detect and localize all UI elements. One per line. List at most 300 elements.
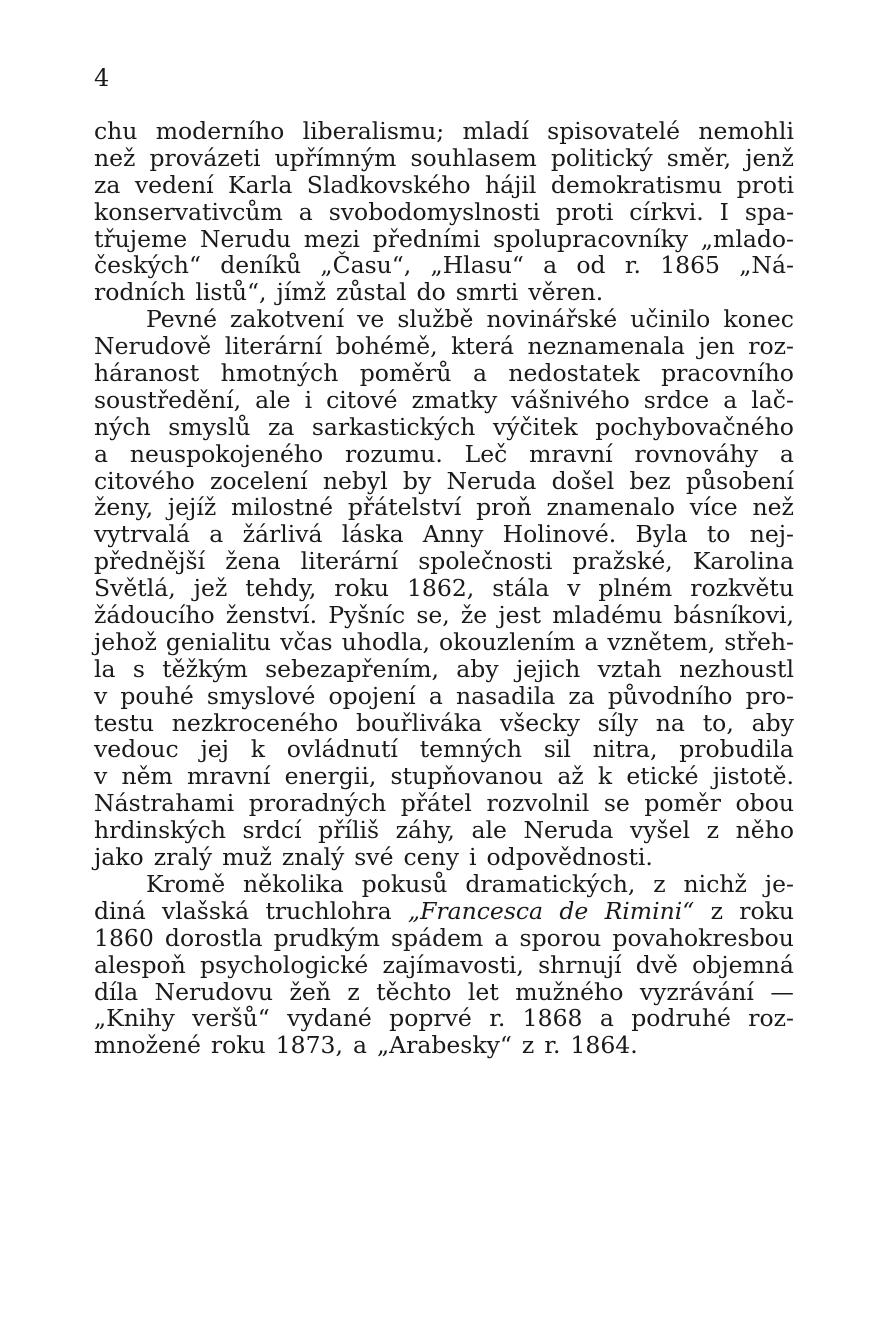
word: zajímavosti, [382, 950, 524, 979]
word: Nerudovu [154, 977, 273, 1006]
word: truchlohra [265, 896, 392, 925]
word: předními [372, 224, 481, 253]
word: proradných [248, 789, 387, 818]
word: stupňovanou [390, 762, 544, 791]
word: povahokresbou [612, 923, 794, 952]
text-line [94, 145, 794, 172]
word: „mlado- [700, 224, 794, 253]
word: roku [334, 574, 390, 603]
word: společnosti [418, 547, 553, 576]
text-line [94, 226, 794, 253]
text-line [94, 252, 794, 279]
word: přednější [94, 547, 206, 576]
word: přátel [400, 789, 472, 818]
word: od [576, 251, 606, 280]
word: nedostatek [508, 359, 640, 388]
word: moderního [155, 117, 285, 145]
word: než [94, 143, 136, 172]
word: probudila [679, 735, 794, 764]
word: i [304, 385, 313, 414]
word: opojení [328, 681, 416, 710]
word: z [710, 896, 723, 925]
word: liberalismu; [302, 117, 445, 145]
word: jistotě. [712, 762, 794, 791]
word: roz- [748, 1004, 794, 1033]
word: službě [397, 305, 474, 334]
word: a [494, 923, 509, 952]
word: listů“, [195, 278, 267, 307]
word: 1864. [570, 1031, 638, 1060]
word: plném [598, 574, 673, 603]
word: něm [121, 762, 173, 791]
word: let [467, 977, 499, 1006]
word: vášnivého [511, 385, 630, 414]
word: spádem [390, 923, 484, 952]
text-line [94, 521, 794, 548]
word: z [706, 816, 720, 845]
word: deníků [220, 251, 302, 280]
word: výčitek [492, 412, 578, 441]
word: smyslů [168, 412, 251, 441]
word: vydané [287, 1004, 372, 1033]
word: rovnováhy [634, 439, 759, 468]
word: jenž [745, 143, 794, 172]
word: la [94, 654, 116, 683]
word: je- [764, 869, 794, 898]
word: nichž [683, 869, 747, 898]
text-line [94, 979, 794, 1006]
word: pouhé [120, 681, 194, 710]
word: že [460, 601, 488, 630]
word: 1865 [660, 251, 721, 280]
word: působení [686, 466, 794, 495]
word: by [402, 466, 432, 495]
word: českých“ [94, 251, 201, 280]
word: ceny [403, 843, 459, 872]
word: proti [736, 170, 794, 199]
word: a [94, 439, 109, 468]
word: — [770, 977, 794, 1006]
word: sporou [519, 923, 602, 952]
word: Pevné [146, 305, 217, 334]
word: proň [476, 493, 532, 522]
word: a [584, 627, 599, 656]
word: smrti [455, 278, 519, 307]
word: muž [222, 843, 272, 872]
word: v [94, 762, 108, 791]
word: vznětem, [607, 627, 716, 656]
word: de [559, 896, 589, 925]
word: Byla [635, 520, 688, 549]
word: znalý [281, 843, 345, 872]
word: včas [280, 627, 333, 656]
word: roz- [748, 332, 794, 361]
word: 1860 [94, 923, 154, 952]
word: politický [550, 143, 653, 172]
word: pražské, [572, 547, 673, 576]
word: zmatky [411, 385, 498, 414]
word: zralý [153, 843, 213, 872]
text-line [94, 494, 794, 521]
word: s [132, 654, 145, 683]
word: k [250, 735, 265, 764]
word: znamenalo [546, 493, 675, 522]
word: a [779, 439, 794, 468]
word: souhlasem [410, 143, 537, 172]
text-line [94, 763, 794, 790]
word: zakotvení [230, 305, 345, 334]
word: jen [698, 332, 735, 361]
word: I [719, 197, 729, 226]
body-text [94, 118, 794, 1059]
text-line [94, 710, 794, 737]
word: na [655, 708, 685, 737]
word: ovládnutí [286, 735, 398, 764]
word: energii, [284, 762, 377, 791]
text-line [94, 306, 794, 333]
word: z [347, 977, 360, 1006]
word: jejich [515, 654, 581, 683]
word: odpovědnosti. [486, 843, 653, 872]
text-line [94, 199, 794, 226]
word: množené [94, 1031, 201, 1060]
word: nezhoustl [679, 654, 794, 683]
word: vyzrávání [639, 977, 754, 1006]
word: a [209, 520, 224, 549]
word: jest [498, 601, 542, 630]
word: díla [94, 977, 139, 1006]
word: svobodomyslnosti [328, 197, 541, 226]
word: Rimini“ [604, 896, 695, 925]
text-line [94, 575, 794, 602]
word: věren. [528, 278, 604, 307]
word: církvi. [629, 197, 704, 226]
word: Leč [464, 439, 508, 468]
word: těchto [376, 977, 452, 1006]
word: mezi [303, 224, 360, 253]
word: to, [702, 708, 734, 737]
word: více [689, 493, 738, 522]
word: sarkastických [311, 412, 476, 441]
word: vedouc [94, 735, 179, 764]
word: Neruda [523, 816, 614, 845]
word: to [706, 520, 731, 549]
word: se [603, 789, 630, 818]
word: nebyl [322, 466, 388, 495]
word: poměr [644, 789, 721, 818]
text-line [94, 898, 794, 925]
word: jež [193, 574, 228, 603]
word: prudkým [273, 923, 380, 952]
word: bohémě, [335, 332, 438, 361]
word: citového [94, 466, 195, 495]
word: žena [225, 547, 281, 576]
word: sebezapřením, [265, 654, 439, 683]
word: hmotných [220, 359, 339, 388]
word: r. [489, 1004, 506, 1033]
word: neuspokojeného [129, 439, 324, 468]
word: jehož [94, 627, 157, 656]
word: ženství. [225, 601, 318, 630]
word: pro- [745, 681, 794, 710]
word: z [521, 1031, 535, 1060]
word: záhy, [395, 816, 455, 845]
word: rozumu. [345, 439, 443, 468]
text-line [94, 279, 794, 306]
word: která [451, 332, 514, 361]
word: z [653, 869, 666, 898]
word: dramatických, [465, 869, 636, 898]
word: „Arabesky“ [376, 1031, 512, 1060]
text-line [94, 629, 794, 656]
text-line [94, 683, 794, 710]
word: původního [607, 681, 733, 710]
word: jej [200, 735, 229, 764]
word: láska [341, 520, 404, 549]
word: několika [243, 869, 344, 898]
word: chu [94, 117, 138, 145]
word: pokusů [361, 869, 448, 898]
text-line [94, 441, 794, 468]
word: diná [94, 896, 146, 925]
word: etické [626, 762, 699, 791]
word: vlašská [162, 896, 250, 925]
text-line [94, 1032, 794, 1059]
word: jako [94, 843, 144, 872]
word: citové [326, 385, 398, 414]
word: Karla [228, 170, 293, 199]
word: básníkovi, [673, 601, 794, 630]
word: spa- [744, 197, 794, 226]
word: uhodla, [341, 627, 431, 656]
word: ale [255, 385, 291, 414]
text-line [94, 414, 794, 441]
word: a [599, 1004, 614, 1033]
word: poměrů [359, 359, 452, 388]
word: Nástrahami [94, 789, 235, 818]
text-line [94, 333, 794, 360]
word: než [752, 493, 794, 522]
word: Kromě [146, 869, 226, 898]
word: ve [357, 305, 385, 334]
word: r. [544, 1031, 561, 1060]
word: veršů“ [192, 1004, 270, 1033]
word: rozkvětu [690, 574, 794, 603]
word: „Času“, [320, 251, 412, 280]
word: žádoucího [94, 601, 215, 630]
word: v [567, 574, 581, 603]
word: zůstal [336, 278, 407, 307]
word: testu [94, 708, 154, 737]
word: obou [735, 789, 794, 818]
word: tehdy, [245, 574, 317, 603]
word: spisovatelé [547, 117, 681, 145]
word: došel [551, 466, 615, 495]
word: rodních [94, 278, 186, 307]
word: poprvé [389, 1004, 472, 1033]
word: síly [597, 708, 639, 737]
word: za [268, 412, 295, 441]
word: třujeme [94, 224, 188, 253]
word: nemohli [698, 117, 794, 145]
word: pochybovačného [595, 412, 794, 441]
word: psychologické [199, 950, 369, 979]
word: „Ná- [739, 251, 794, 280]
word: a [723, 385, 738, 414]
word: alespoň [94, 950, 186, 979]
word: dvě [635, 950, 678, 979]
word: háranost [94, 359, 200, 388]
word: 1873, [275, 1031, 343, 1060]
word: jímž [276, 278, 326, 307]
word: mužného [515, 977, 624, 1006]
word: směr, [666, 143, 732, 172]
word: Neruda [446, 466, 537, 495]
text-line [94, 1005, 794, 1032]
word: literární [300, 547, 399, 576]
word: i [468, 843, 477, 872]
word: se, [416, 601, 450, 630]
word: vyšel [630, 816, 691, 845]
word: vedení [134, 170, 214, 199]
word: mladí [462, 117, 529, 145]
word: nasadila [455, 681, 556, 710]
text-line [94, 790, 794, 817]
word: sil [543, 735, 571, 764]
word: ale [471, 816, 507, 845]
word: pracovního [661, 359, 794, 388]
text-line [94, 844, 794, 871]
text-line [94, 817, 794, 844]
word: neznamenala [527, 332, 685, 361]
text-line [94, 925, 794, 952]
word: své [354, 843, 394, 872]
word: srdce [643, 385, 710, 414]
word: okouzlením [439, 627, 576, 656]
text-line [94, 952, 794, 979]
word: těžkým [162, 654, 248, 683]
word: do [416, 278, 446, 307]
word: konservativcům [94, 197, 283, 226]
word: bez [629, 466, 671, 495]
word: vztah [597, 654, 662, 683]
word: aby [751, 708, 794, 737]
word: roku [739, 896, 794, 925]
word: Světlá, [94, 574, 176, 603]
word: Holinové. [502, 520, 617, 549]
word: a [298, 197, 313, 226]
word: „Francesca [407, 896, 544, 925]
word: něho [735, 816, 794, 845]
text-line [94, 360, 794, 387]
text-line [94, 871, 794, 898]
word: Nerudu [199, 224, 292, 253]
word: a [472, 359, 487, 388]
word: „Knihy [94, 1004, 175, 1033]
word: novinářské [486, 305, 618, 334]
word: provázeti [149, 143, 261, 172]
word: Anny [422, 520, 484, 549]
word: jejíž [167, 493, 217, 522]
word: spolupracovníky [493, 224, 689, 253]
word: soustředění, [94, 385, 242, 414]
word: nitra, [592, 735, 658, 764]
word: mravní [529, 439, 613, 468]
word: hájil [484, 170, 537, 199]
word: zocelení [209, 466, 308, 495]
text-line [94, 468, 794, 495]
word: Nerudově [94, 332, 212, 361]
text-line [94, 602, 794, 629]
word: „Hlasu“ [430, 251, 524, 280]
word: bouřliváka [356, 708, 483, 737]
text-line [94, 172, 794, 199]
word: literární [224, 332, 323, 361]
word: a [543, 251, 558, 280]
word: milostné [231, 493, 334, 522]
word: a [428, 681, 443, 710]
word: k [597, 762, 613, 791]
word: mravní [186, 762, 271, 791]
word: ných [94, 412, 151, 441]
word: objemná [692, 950, 794, 979]
word: dorostla [164, 923, 263, 952]
word: žárlivá [242, 520, 323, 549]
word: příliš [318, 816, 380, 845]
word: srdcí [242, 816, 302, 845]
word: učinilo [630, 305, 711, 334]
word: upřímným [274, 143, 397, 172]
word: Pyšníc [328, 601, 406, 630]
word: hrdinských [94, 816, 226, 845]
word: ženy, [94, 493, 154, 522]
word: žeň [289, 977, 331, 1006]
word: genialitu [165, 627, 272, 656]
word: rozvolnil [486, 789, 590, 818]
word: v [94, 681, 108, 710]
word: nej- [749, 520, 794, 549]
word: 1868 [522, 1004, 583, 1033]
word: za [568, 681, 595, 710]
word: až [557, 762, 584, 791]
word: aby [456, 654, 499, 683]
word: Sladkovského [306, 170, 471, 199]
word: proti [555, 197, 614, 226]
page-number: 4 [94, 64, 110, 92]
word: temných [419, 735, 523, 764]
word: přátelství [347, 493, 462, 522]
text-line [94, 548, 794, 575]
word: roku [210, 1031, 266, 1060]
word: demokratismu [550, 170, 723, 199]
word: nezkroceného [171, 708, 339, 737]
word: stála [492, 574, 550, 603]
text-line [94, 736, 794, 763]
text-line [94, 656, 794, 683]
word: všecky [499, 708, 580, 737]
word: lač- [751, 385, 794, 414]
word: konec [723, 305, 794, 334]
word: shrnují [538, 950, 622, 979]
word: střeh- [724, 627, 794, 656]
word: Karolina [692, 547, 794, 576]
word: smyslové [206, 681, 316, 710]
word: vytrvalá [94, 520, 191, 549]
word: a [352, 1031, 367, 1060]
word: 1862, [406, 574, 475, 603]
word: podruhé [631, 1004, 731, 1033]
text-line [94, 387, 794, 414]
